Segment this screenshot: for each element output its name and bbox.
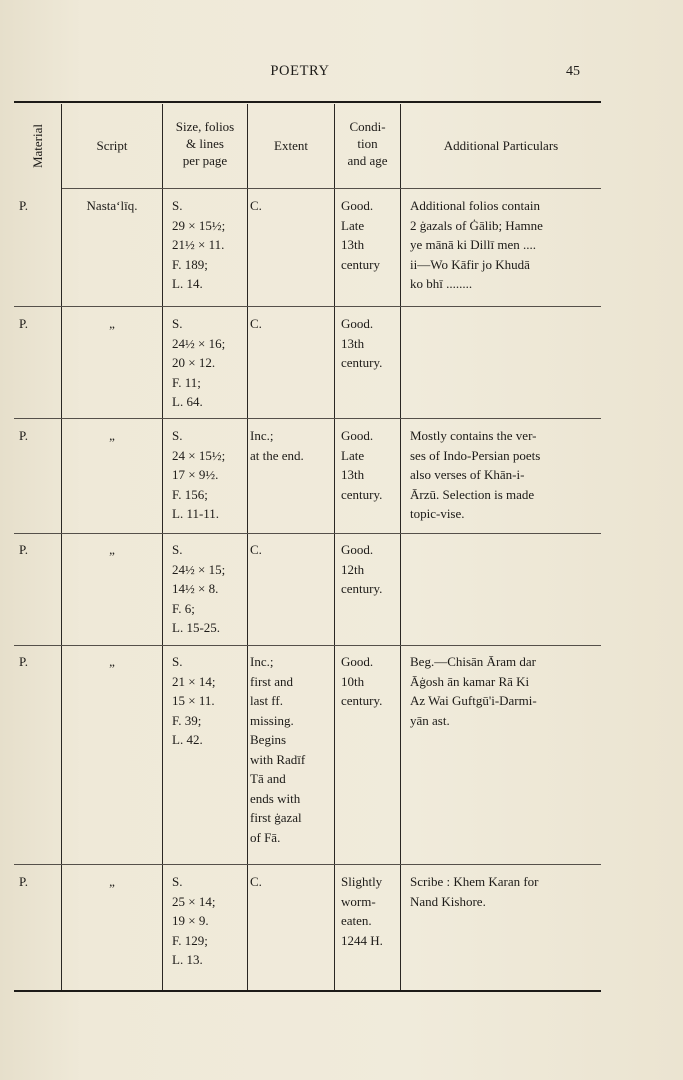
cell-condition-line: Late [341,447,365,463]
cell-condition-line: century [341,256,380,272]
cell-size-line: L. 13. [172,952,203,967]
cell-condition-line: Late [341,217,365,233]
cell-size-line: L. 42. [172,732,203,747]
cell-size-line: 19 × 9. [172,913,209,928]
cell-additional-line: ye mānā ki Dillī men .... [410,237,537,252]
cell-condition-line: Slightly [341,874,383,889]
cell-size-line: F. 156; [172,486,208,502]
column-divider [247,104,248,990]
cell-extent-line: C. [250,198,262,213]
cell-extent-line: missing. [250,712,294,728]
cell-material: P. [19,198,29,213]
cell-condition [341,540,382,599]
cell-additional-line: ii—Wo Kāfir jo Khudā [410,256,530,272]
cell-additional-line: Nand Kishore. [410,893,486,909]
cell-script: „ [109,654,115,669]
cell-size-line: 24½ × 16; [172,335,226,351]
cell-size-line: S. [172,542,183,557]
cell-extent [250,872,334,892]
cell-additional-line: ko bhī ........ [410,276,473,291]
row-separator [14,645,601,646]
cell-extent [250,652,334,847]
cell-condition-line: century. [341,355,383,370]
cell-condition-line: worm- [341,893,376,909]
cell-script: Nasta‘līq. [86,198,138,213]
cell-condition-line: Good. [341,316,374,331]
cell-condition-line: Good. [341,654,374,669]
header-size [163,118,247,169]
cell-size-line: L. 64. [172,394,203,409]
cell-material: P. [19,654,29,669]
header-extent: Extent [274,138,308,153]
cell-size-line: 24 × 15½; [172,447,226,463]
cell-condition-line: 13th [341,237,365,252]
cell-size-line: F. 129; [172,932,208,948]
row-separator [14,418,601,419]
page-number: 45 [566,64,580,79]
cell-size-line: 21 × 14; [172,673,216,689]
cell-condition [341,652,382,711]
cell-additional-line: 2 ġazals of Ġālib; Hamne [410,217,543,233]
cell-extent [250,540,334,560]
cell-size [172,426,225,524]
cell-material: P. [19,874,29,889]
header-material-label: Material [30,123,45,169]
cell-size-line: S. [172,428,183,443]
cell-size-line: F. 189; [172,256,208,272]
cell-size-line: F. 11; [172,374,201,390]
cell-size-line: 14½ × 8. [172,581,219,596]
cell-extent-line: Inc.; [250,654,274,669]
header-condition-line: Condi- [349,119,386,134]
cell-condition-line: Good. [341,542,374,557]
cell-size-line: L. 14. [172,276,203,291]
cell-material: P. [19,542,29,557]
header-separator [62,188,601,189]
cell-size-line: 24½ × 15; [172,561,226,577]
row-separator [14,306,601,307]
cell-additional-line: Scribe : Khem Karan for [410,874,539,889]
cell-material: P. [19,316,29,331]
table-bottom-rule [14,990,601,992]
table-top-rule [14,101,601,103]
cell-script: „ [109,316,115,331]
cell-size [172,872,215,970]
cell-size-line: S. [172,654,183,669]
cell-condition-line: Good. [341,198,374,213]
cell-size-line: 29 × 15½; [172,217,226,233]
cell-condition-line: 13th [341,467,365,482]
cell-condition-line: eaten. [341,913,372,928]
cell-condition [341,872,383,950]
cell-extent [250,314,334,334]
cell-additional [410,426,540,524]
header-material [14,104,62,188]
cell-additional [410,652,537,730]
cell-script: „ [109,874,115,889]
cell-additional-line: Beg.—Chisān Āram dar [410,654,537,669]
cell-additional-line: Ārzū. Selection is made [410,486,535,502]
cell-condition-line: century. [341,693,383,708]
cell-additional-line: yān ast. [410,712,450,728]
cell-size-line: 15 × 11. [172,693,215,708]
cell-size-line: 25 × 14; [172,893,216,909]
cell-additional-line: also verses of Khān-i- [410,467,525,482]
running-header: POETRY [270,63,330,79]
cell-condition-line: century. [341,581,383,596]
cell-extent-line: Tā and [250,771,286,786]
header-script: Script [96,138,128,153]
cell-size-line: 20 × 12. [172,355,216,370]
cell-size-line: L. 15-25. [172,620,221,635]
row-separator [14,533,601,534]
cell-condition-line: 12th [341,561,365,577]
cell-size-line: L. 11-11. [172,506,220,521]
cell-additional-line: Az Wai Guftgū'i-Darmi- [410,693,537,708]
column-divider [400,104,401,990]
cell-script: „ [109,428,115,443]
cell-size-line: F. 39; [172,712,202,728]
header-size-line: Size, folios [175,119,235,134]
header-additional: Additional Particulars [443,138,559,153]
cell-size [172,652,215,750]
cell-extent-line: Begins [250,732,287,747]
cell-size-line: S. [172,874,183,889]
cell-extent-line: Inc.; [250,428,274,443]
cell-condition [341,314,382,373]
cell-extent-line: C. [250,874,262,889]
cell-size-line: F. 6; [172,600,195,616]
cell-material: P. [19,428,29,443]
cell-size-line: 17 × 9½. [172,467,219,482]
cell-script: „ [109,542,115,557]
cell-extent-line: at the end. [250,447,304,463]
cell-size-line: S. [172,198,183,213]
cell-extent-line: C. [250,316,262,331]
row-separator [14,864,601,865]
cell-extent-line: last ff. [250,693,283,708]
cell-extent-line: ends with [250,790,301,806]
cell-additional-line: Mostly contains the ver- [410,428,537,443]
cell-condition-line: 1244 H. [341,932,383,948]
cell-size-line: 21½ × 11. [172,237,225,252]
header-condition-line: tion [357,136,378,151]
cell-condition [341,426,382,504]
header-condition-line: and age [347,153,388,168]
cell-extent-line: with Radīf [250,751,306,767]
column-divider [162,104,163,990]
cell-condition-line: 13th [341,335,365,351]
cell-extent-line: first and [250,673,293,689]
column-divider [334,104,335,990]
cell-extent-line: first ġazal [250,810,302,825]
cell-condition-line: 10th [341,673,365,689]
cell-size [172,540,225,638]
cell-extent [250,196,334,216]
cell-size [172,196,225,294]
cell-additional-line: Additional folios contain [410,198,540,213]
header-condition [335,118,400,169]
cell-extent-line: C. [250,542,262,557]
cell-condition-line: Good. [341,428,374,443]
cell-additional [410,872,539,911]
cell-condition-line: century. [341,486,383,502]
header-size-line: & lines [186,136,224,151]
cell-additional-line: topic-vise. [410,506,465,521]
cell-additional-line: Āġosh ān kamar Rā Ki [410,673,530,689]
header-size-line: per page [182,153,228,168]
cell-size [172,314,225,412]
cell-extent-line: of Fā. [250,829,281,845]
cell-additional-line: ses of Indo-Persian poets [410,447,541,463]
cell-condition [341,196,380,274]
cell-extent [250,426,334,465]
cell-size-line: S. [172,316,183,331]
cell-additional [410,196,543,294]
